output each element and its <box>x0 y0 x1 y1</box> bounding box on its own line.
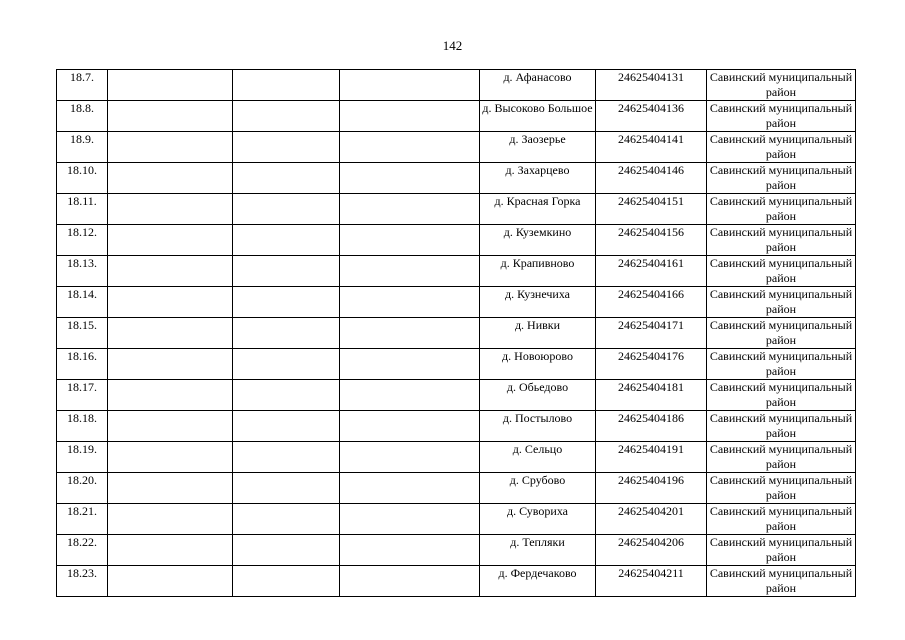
row-number-cell: 18.16. <box>57 349 108 380</box>
table-row <box>57 194 856 225</box>
settlement-cell: д. Фердечаково <box>480 566 596 597</box>
empty-cell-2 <box>233 380 340 411</box>
row-number-cell: 18.12. <box>57 225 108 256</box>
empty-cell-1 <box>108 349 233 380</box>
row-number-cell: 18.14. <box>57 287 108 318</box>
empty-cell-2 <box>233 318 340 349</box>
empty-cell-2 <box>233 132 340 163</box>
table-row <box>57 411 856 442</box>
empty-cell-3 <box>340 70 480 101</box>
oktmo-code-cell: 24625404211 <box>596 566 707 597</box>
oktmo-code-cell: 24625404176 <box>596 349 707 380</box>
empty-cell-3 <box>340 566 480 597</box>
empty-cell-1 <box>108 256 233 287</box>
oktmo-code-cell: 24625404131 <box>596 70 707 101</box>
settlement-cell: д. Сельцо <box>480 442 596 473</box>
district-cell: Савинский муниципальный район <box>707 287 856 318</box>
settlement-cell: д. Новоюрово <box>480 349 596 380</box>
table-row <box>57 535 856 566</box>
settlement-cell: д. Заозерье <box>480 132 596 163</box>
settlement-cell: д. Обьедово <box>480 380 596 411</box>
table-body <box>57 70 856 597</box>
oktmo-code-cell: 24625404206 <box>596 535 707 566</box>
settlement-cell: д. Нивки <box>480 318 596 349</box>
district-cell: Савинский муниципальный район <box>707 256 856 287</box>
district-cell: Савинский муниципальный район <box>707 318 856 349</box>
empty-cell-3 <box>340 225 480 256</box>
table-row <box>57 163 856 194</box>
district-cell: Савинский муниципальный район <box>707 163 856 194</box>
empty-cell-3 <box>340 163 480 194</box>
oktmo-code-cell: 24625404191 <box>596 442 707 473</box>
empty-cell-3 <box>340 256 480 287</box>
oktmo-code-cell: 24625404136 <box>596 101 707 132</box>
oktmo-code-cell: 24625404146 <box>596 163 707 194</box>
oktmo-code-cell: 24625404181 <box>596 380 707 411</box>
table-row <box>57 380 856 411</box>
district-cell: Савинский муниципальный район <box>707 101 856 132</box>
empty-cell-2 <box>233 194 340 225</box>
empty-cell-1 <box>108 442 233 473</box>
row-number-cell: 18.13. <box>57 256 108 287</box>
row-number-cell: 18.11. <box>57 194 108 225</box>
empty-cell-2 <box>233 566 340 597</box>
district-cell: Савинский муниципальный район <box>707 132 856 163</box>
empty-cell-2 <box>233 535 340 566</box>
oktmo-code-cell: 24625404201 <box>596 504 707 535</box>
settlement-cell: д. Афанасово <box>480 70 596 101</box>
district-cell: Савинский муниципальный район <box>707 411 856 442</box>
row-number-cell: 18.21. <box>57 504 108 535</box>
empty-cell-1 <box>108 132 233 163</box>
empty-cell-1 <box>108 473 233 504</box>
empty-cell-2 <box>233 411 340 442</box>
empty-cell-1 <box>108 163 233 194</box>
empty-cell-2 <box>233 442 340 473</box>
settlement-cell: д. Постылово <box>480 411 596 442</box>
district-cell: Савинский муниципальный район <box>707 70 856 101</box>
empty-cell-2 <box>233 256 340 287</box>
district-cell: Савинский муниципальный район <box>707 349 856 380</box>
empty-cell-1 <box>108 535 233 566</box>
empty-cell-3 <box>340 349 480 380</box>
oktmo-code-cell: 24625404186 <box>596 411 707 442</box>
row-number-cell: 18.7. <box>57 70 108 101</box>
row-number-cell: 18.17. <box>57 380 108 411</box>
settlement-cell: д. Куземкино <box>480 225 596 256</box>
empty-cell-2 <box>233 349 340 380</box>
empty-cell-2 <box>233 163 340 194</box>
table-row <box>57 349 856 380</box>
district-cell: Савинский муниципальный район <box>707 194 856 225</box>
district-cell: Савинский муниципальный район <box>707 380 856 411</box>
oktmo-code-cell: 24625404161 <box>596 256 707 287</box>
settlement-cell: д. Высоково Большое <box>480 101 596 132</box>
empty-cell-2 <box>233 473 340 504</box>
empty-cell-3 <box>340 101 480 132</box>
empty-cell-3 <box>340 380 480 411</box>
table-row <box>57 318 856 349</box>
empty-cell-3 <box>340 287 480 318</box>
table-row <box>57 101 856 132</box>
settlement-cell: д. Крапивново <box>480 256 596 287</box>
settlement-cell: д. Захарцево <box>480 163 596 194</box>
settlements-table <box>56 69 856 597</box>
empty-cell-1 <box>108 411 233 442</box>
empty-cell-2 <box>233 225 340 256</box>
table-row <box>57 287 856 318</box>
settlement-cell: д. Тепляки <box>480 535 596 566</box>
oktmo-code-cell: 24625404141 <box>596 132 707 163</box>
empty-cell-1 <box>108 287 233 318</box>
empty-cell-3 <box>340 442 480 473</box>
empty-cell-3 <box>340 132 480 163</box>
district-cell: Савинский муниципальный район <box>707 566 856 597</box>
district-cell: Савинский муниципальный район <box>707 442 856 473</box>
empty-cell-1 <box>108 380 233 411</box>
oktmo-code-cell: 24625404196 <box>596 473 707 504</box>
row-number-cell: 18.9. <box>57 132 108 163</box>
table-row <box>57 504 856 535</box>
settlement-cell: д. Кузнечиха <box>480 287 596 318</box>
district-cell: Савинский муниципальный район <box>707 535 856 566</box>
empty-cell-1 <box>108 318 233 349</box>
oktmo-code-cell: 24625404171 <box>596 318 707 349</box>
table-row <box>57 473 856 504</box>
empty-cell-1 <box>108 566 233 597</box>
row-number-cell: 18.22. <box>57 535 108 566</box>
row-number-cell: 18.23. <box>57 566 108 597</box>
settlement-cell: д. Срубово <box>480 473 596 504</box>
empty-cell-3 <box>340 411 480 442</box>
empty-cell-3 <box>340 535 480 566</box>
oktmo-code-cell: 24625404166 <box>596 287 707 318</box>
empty-cell-1 <box>108 194 233 225</box>
district-cell: Савинский муниципальный район <box>707 504 856 535</box>
table-row <box>57 256 856 287</box>
empty-cell-1 <box>108 225 233 256</box>
row-number-cell: 18.15. <box>57 318 108 349</box>
row-number-cell: 18.19. <box>57 442 108 473</box>
settlement-cell: д. Красная Горка <box>480 194 596 225</box>
empty-cell-3 <box>340 194 480 225</box>
table-row <box>57 225 856 256</box>
oktmo-code-cell: 24625404156 <box>596 225 707 256</box>
row-number-cell: 18.20. <box>57 473 108 504</box>
empty-cell-2 <box>233 70 340 101</box>
row-number-cell: 18.10. <box>57 163 108 194</box>
table-row <box>57 70 856 101</box>
oktmo-code-cell: 24625404151 <box>596 194 707 225</box>
empty-cell-1 <box>108 504 233 535</box>
settlement-cell: д. Сувориха <box>480 504 596 535</box>
empty-cell-1 <box>108 70 233 101</box>
empty-cell-3 <box>340 504 480 535</box>
table-row <box>57 442 856 473</box>
page-number: 142 <box>442 38 463 53</box>
empty-cell-3 <box>340 318 480 349</box>
empty-cell-1 <box>108 101 233 132</box>
table-row <box>57 132 856 163</box>
row-number-cell: 18.18. <box>57 411 108 442</box>
empty-cell-2 <box>233 287 340 318</box>
row-number-cell: 18.8. <box>57 101 108 132</box>
empty-cell-2 <box>233 101 340 132</box>
empty-cell-2 <box>233 504 340 535</box>
empty-cell-3 <box>340 473 480 504</box>
district-cell: Савинский муниципальный район <box>707 225 856 256</box>
table-row <box>57 566 856 597</box>
district-cell: Савинский муниципальный район <box>707 473 856 504</box>
